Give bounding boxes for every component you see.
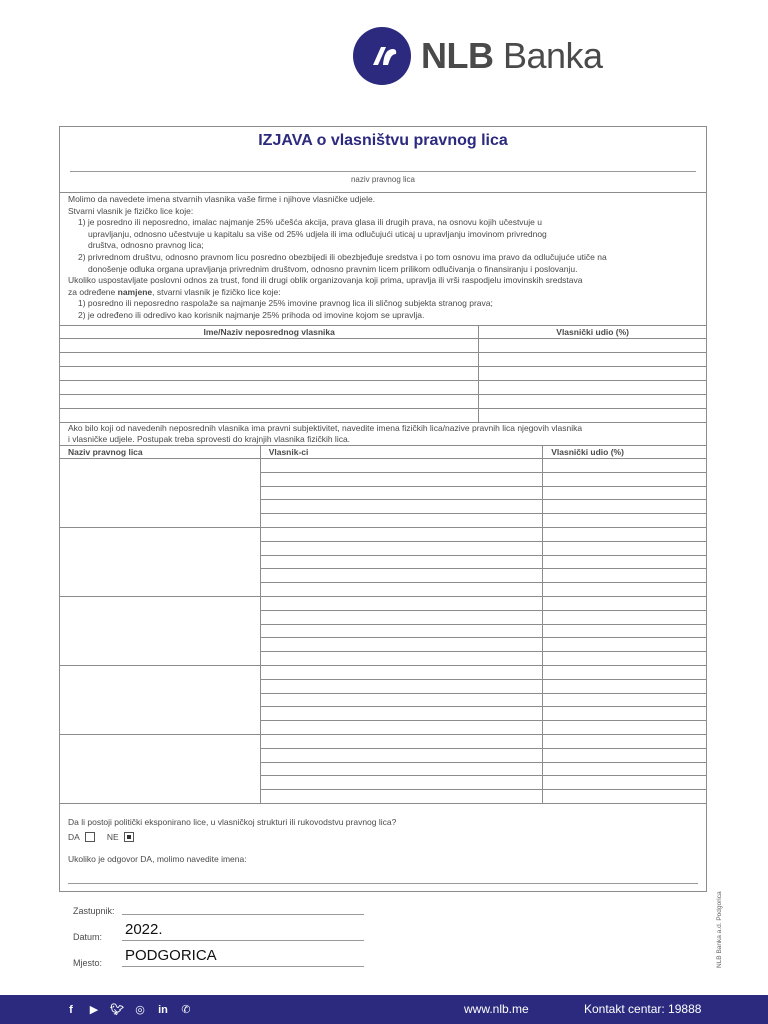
owner-cell[interactable] [260, 748, 543, 762]
share-cell[interactable] [543, 790, 707, 804]
owner-cell[interactable] [260, 693, 543, 707]
date-value: 2022. [125, 921, 163, 938]
pep-options [68, 832, 146, 842]
place-field[interactable] [122, 966, 364, 967]
share-cell[interactable] [543, 472, 707, 486]
owner-cell[interactable] [260, 459, 543, 473]
indirect-owners-table [59, 445, 707, 804]
share-cell[interactable] [543, 721, 707, 735]
table-row [60, 527, 707, 541]
option-da-checkbox[interactable] [85, 832, 95, 842]
share-cell[interactable] [543, 555, 707, 569]
ownership-declaration-form [59, 126, 707, 892]
intro-text: Molimo da navedete imena stvarnih vlasnika vaše firme i njihove vlasničke udjele. Stvarni vlasnik je fizičko lice koje: 1) je posredno ili neposredno, imalac najmanje 25% učešća akcija, prava glasa ili drugih prava, na osnovu kojih učestvuje u upravljanju, odnosno učestvuje u kapitalu sa više od 25% udjela ili ima odlučujući uticaj u upravljanju imovinom privrednog društva, odnosno pravnog lica; 2) privrednom društvu, odnosno pravnom licu posredno obezbijedi ili obezbjeđuje sredstva i po tom osnovu ima pravo da odlučujuće utiče na donošenje odluka organa upravljanja privrednim društvom, odnosno pravnim licem prilikom odlučivanja o finansiranju i poslovanju. Ukoliko uspostavljate poslovni odnos za trust, fond ili drugi oblik organizovanja koji prima, upravlja ili vrši raspodjelu imovinskih sredstava za određene namjene, stvarni vlasnik je fizičko lice koje: 1) posredno ili neposredno raspolaže sa najmanje 25% imovine pravnog lica ili sličnog subjekta stranog prava; 2) je određeno ili odredivo kao korisnik najmanje 25% prihoda od imovine kojom se upravlja. [68, 194, 607, 320]
owner-cell[interactable] [260, 665, 543, 679]
share-cell[interactable] [479, 339, 707, 353]
share-cell[interactable] [479, 409, 707, 423]
owner-cell[interactable] [260, 596, 543, 610]
divider [60, 192, 706, 193]
share-cell[interactable] [543, 596, 707, 610]
share-cell[interactable] [543, 541, 707, 555]
table-row [60, 409, 707, 423]
owner-name-cell[interactable] [60, 409, 479, 423]
col-owner-name: Ime/Naziv neposrednog vlasnika [60, 326, 479, 339]
owner-name-cell[interactable] [60, 339, 479, 353]
table-row [60, 353, 707, 367]
share-cell[interactable] [543, 527, 707, 541]
representative-label: Zastupnik: [73, 906, 115, 916]
owner-cell[interactable] [260, 776, 543, 790]
youtube-icon[interactable]: ▶ [89, 1004, 99, 1016]
owner-cell[interactable] [260, 721, 543, 735]
place-value: PODGORICA [125, 947, 217, 964]
owner-cell[interactable] [260, 610, 543, 624]
legal-entity-name-cell[interactable] [60, 527, 261, 596]
share-cell[interactable] [479, 367, 707, 381]
share-cell[interactable] [543, 748, 707, 762]
share-cell[interactable] [543, 693, 707, 707]
bank-logo [353, 27, 603, 85]
option-da-label: DA [68, 832, 80, 842]
owner-cell[interactable] [260, 541, 543, 555]
viber-icon[interactable]: ✆ [181, 1004, 191, 1016]
col-owners: Vlasnik-ci [260, 446, 543, 459]
pep-names-field[interactable] [68, 883, 698, 884]
share-cell[interactable] [543, 665, 707, 679]
representative-field[interactable] [122, 914, 364, 915]
share-cell[interactable] [543, 624, 707, 638]
company-name-field[interactable] [70, 171, 696, 172]
col-ownership-share: Vlasnički udio (%) [479, 326, 707, 339]
owner-cell[interactable] [260, 569, 543, 583]
pep-question: Da li postoji politički eksponirano lice, u vlasničkoj strukturi ili rukovodstvu pravnog lica? [68, 817, 397, 827]
date-label: Datum: [73, 932, 103, 942]
contact-center: Kontakt centar: 19888 [584, 1002, 702, 1016]
place-label: Mjesto: [73, 958, 103, 968]
owner-cell[interactable] [260, 472, 543, 486]
table-row [60, 381, 707, 395]
direct-owners-table [59, 325, 707, 423]
share-cell[interactable] [479, 395, 707, 409]
share-cell[interactable] [543, 638, 707, 652]
share-cell[interactable] [543, 610, 707, 624]
option-ne-label: NE [106, 832, 119, 842]
owner-cell[interactable] [260, 652, 543, 666]
owner-cell[interactable] [260, 514, 543, 528]
share-cell[interactable] [543, 486, 707, 500]
share-cell[interactable] [543, 569, 707, 583]
owner-cell[interactable] [260, 762, 543, 776]
legal-entity-name-cell[interactable] [60, 665, 261, 734]
owner-cell[interactable] [260, 583, 543, 597]
share-cell[interactable] [543, 762, 707, 776]
linkedin-icon[interactable]: in [158, 1003, 168, 1016]
owner-cell[interactable] [260, 707, 543, 721]
col-legal-entity-name: Naziv pravnog lica [60, 446, 261, 459]
owner-cell[interactable] [260, 679, 543, 693]
table-row [60, 734, 707, 748]
share-cell[interactable] [543, 514, 707, 528]
form-title: IZJAVA o vlasništvu pravnog lica [258, 132, 508, 149]
owner-cell[interactable] [260, 624, 543, 638]
legal-entity-name-cell[interactable] [60, 459, 261, 528]
bank-name: NLB Banka [421, 35, 603, 76]
indirect-owners-intro: Ako bilo koji od navedenih neposrednih vlasnika ima pravni subjektivitet, navedite imena fizičkih lica/nazive pravnih lica njegovih vlasnika i vlasničke udjele. Postupak treba sprovesti do krajnjih vlasnika fizičkih lica. [68, 423, 583, 444]
nlb-logo-icon [353, 27, 411, 85]
owner-name-cell[interactable] [60, 367, 479, 381]
share-cell[interactable] [543, 500, 707, 514]
table-header-row [60, 326, 707, 339]
share-cell[interactable] [543, 776, 707, 790]
table-row [60, 459, 707, 473]
owner-name-cell[interactable] [60, 395, 479, 409]
instagram-icon[interactable]: ◎ [135, 1004, 145, 1016]
share-cell[interactable] [479, 381, 707, 395]
pep-names-prompt: Ukoliko je odgovor DA, molimo navedite imena: [68, 854, 247, 864]
website-link[interactable]: www.nlb.me [464, 1002, 529, 1016]
date-field[interactable] [122, 940, 364, 941]
owner-cell[interactable] [260, 527, 543, 541]
col-ownership-share: Vlasnički udio (%) [543, 446, 707, 459]
share-cell[interactable] [543, 707, 707, 721]
owner-name-cell[interactable] [60, 353, 479, 367]
legal-entity-name-cell[interactable] [60, 596, 261, 665]
share-cell[interactable] [543, 652, 707, 666]
legal-entity-name-cell[interactable] [60, 734, 261, 803]
owner-cell[interactable] [260, 555, 543, 569]
company-name-label: naziv pravnog lica [350, 175, 416, 184]
share-cell[interactable] [543, 679, 707, 693]
share-cell[interactable] [479, 353, 707, 367]
share-cell[interactable] [543, 583, 707, 597]
facebook-icon[interactable]: f [69, 1003, 73, 1016]
bank-legal-name: NLB Banka a.d. Podgorica [716, 891, 723, 968]
owner-cell[interactable] [260, 486, 543, 500]
owner-cell[interactable] [260, 638, 543, 652]
share-cell[interactable] [543, 459, 707, 473]
owner-cell[interactable] [260, 734, 543, 748]
owner-name-cell[interactable] [60, 381, 479, 395]
social-links [64, 995, 193, 1024]
table-row [60, 596, 707, 610]
option-ne-checkbox[interactable] [124, 832, 134, 842]
share-cell[interactable] [543, 734, 707, 748]
owner-cell[interactable] [260, 500, 543, 514]
twitter-icon[interactable]: 🐦︎ [110, 1004, 124, 1016]
owner-cell[interactable] [260, 790, 543, 804]
table-row [60, 395, 707, 409]
table-row [60, 665, 707, 679]
table-header-row [60, 446, 707, 459]
footer [0, 995, 768, 1024]
table-row [60, 339, 707, 353]
table-row [60, 367, 707, 381]
